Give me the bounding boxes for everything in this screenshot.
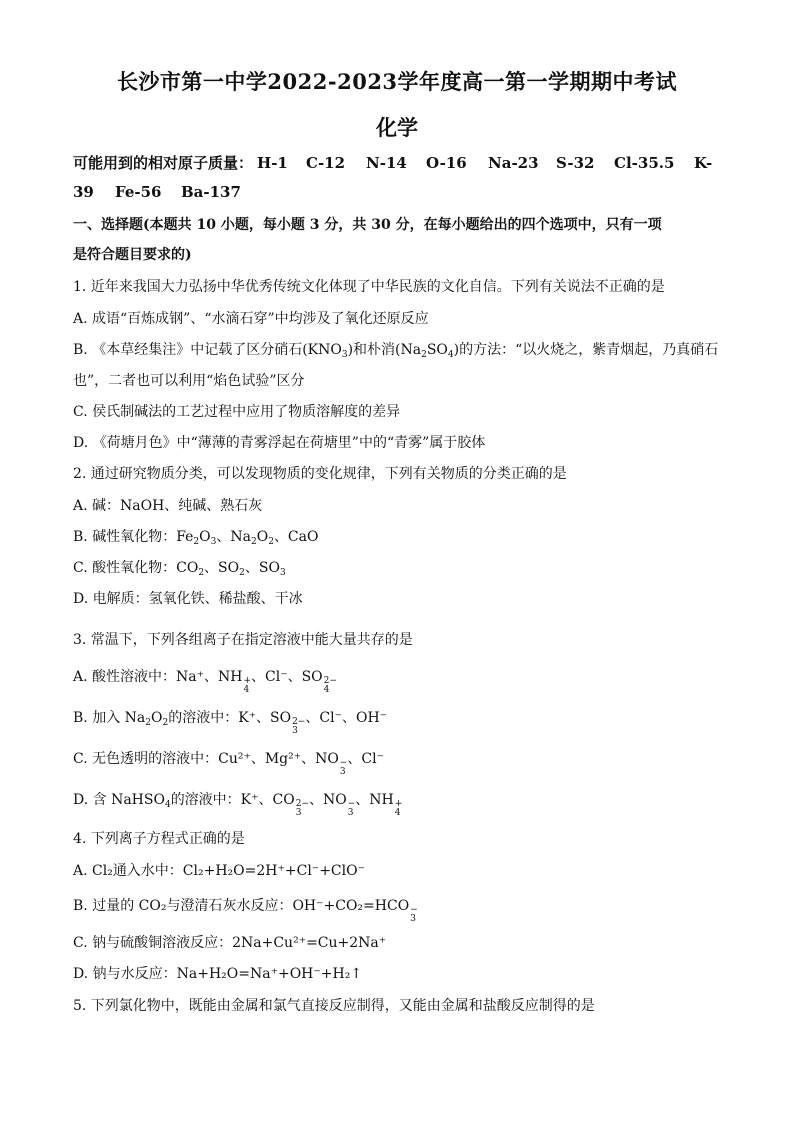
q1-b-text-1: B. 《本草经集注》中记载了区分硝石(KNO <box>73 342 342 358</box>
mass-na: Na-23 <box>488 154 539 172</box>
ion-charge: + <box>394 799 403 809</box>
q4-option-c: C. 钠与硫酸铜溶液反应：2Na+Cu²⁺=Cu+2Na⁺ <box>73 935 387 951</box>
q3-b-text-1: B. 加入 Na <box>73 710 146 726</box>
q3-c-text-1: C. 无色透明的溶液中：Cu²⁺、Mg²⁺、NO <box>73 751 339 767</box>
q3-d-ion-nh4 <box>395 800 403 818</box>
mass-fe: Fe-56 <box>115 183 162 201</box>
mass-label: 可能用到的相对原子质量： <box>73 154 254 172</box>
q3-c-text-2: 、Cl⁻ <box>347 751 385 767</box>
q4-option-b <box>73 895 418 924</box>
ion-sub: 4 <box>323 685 330 695</box>
atomic-mass-row-1 <box>73 152 712 173</box>
q1-b-sub-2: 2 <box>421 350 427 360</box>
q2-b-sub-1: 2 <box>193 537 200 547</box>
q2-b-sub-4: 2 <box>268 537 274 547</box>
q2-option-c <box>73 557 286 578</box>
q2-option-a: A. 碱：NaOH、纯碱、熟石灰 <box>73 498 263 514</box>
q5-stem: 5. 下列氯化物中，既能由金属和氯气直接反应制得，又能由金属和盐酸反应制得的是 <box>73 998 595 1014</box>
q3-stem: 3. 常温下，下列各组离子在指定溶液中能大量共存的是 <box>73 632 413 648</box>
q1-b-text-2: )和朴消(Na <box>347 342 422 358</box>
q3-option-a <box>73 666 337 695</box>
q3-d-text-3: 、NO <box>309 792 347 808</box>
q1-option-b-line-2: 也”，二者也可以利用“焰色试验”区分 <box>73 373 305 389</box>
q3-b-ion-so3 <box>292 718 305 736</box>
ion-sub: 3 <box>292 726 298 736</box>
q2-c-text-3: 、SO <box>244 560 280 576</box>
q2-b-text-2: O <box>199 529 211 545</box>
q2-b-text-4: O <box>256 529 269 545</box>
ion-sub: 3 <box>295 808 302 818</box>
q3-d-text-4: 、NH <box>355 792 394 808</box>
mass-ba: Ba-137 <box>181 183 241 201</box>
exam-title: 长沙市第一中学2022-2023学年度高一第一学期期中考试 <box>116 69 678 94</box>
ion-charge: 2− <box>295 799 310 809</box>
q2-c-sub-2: 2 <box>239 568 245 578</box>
ion-charge: 2− <box>323 676 337 686</box>
mass-o: O-16 <box>426 154 467 172</box>
q3-d-ion-co3 <box>296 800 309 818</box>
q3-a-ion-nh4 <box>243 677 251 695</box>
q3-d-text-2: 的溶液中：K⁺、CO <box>170 792 295 808</box>
q1-option-d: D. 《荷塘月色》中“薄薄的青雾浮起在荷塘里”中的“青雾”属于胶体 <box>73 435 486 451</box>
q3-a-text-2: 、Cl⁻、SO <box>251 669 323 685</box>
q2-stem: 2. 通过研究物质分类，可以发现物质的变化规律，下列有关物质的分类正确的是 <box>73 466 567 482</box>
q3-a-text-1: A. 酸性溶液中：Na⁺、NH <box>73 669 243 685</box>
q1-option-b-line-1 <box>73 339 718 360</box>
q2-c-text-2: 、SO <box>204 560 240 576</box>
q2-b-text-3: 、Na <box>216 529 251 545</box>
mass-k: K- <box>694 154 713 172</box>
ion-sub: 3 <box>410 914 416 924</box>
q3-b-text-3: 的溶液中：K⁺、SO <box>168 710 292 726</box>
q2-b-text-1: B. 碱性氧化物：Fe <box>73 529 194 545</box>
mass-c: C-12 <box>306 154 346 172</box>
q4-b-text-1: B. 过量的 CO₂与澄清石灰水反应：OH⁻+CO₂=HCO <box>73 898 410 914</box>
q3-option-b <box>73 707 387 736</box>
q3-b-sub-2: 2 <box>162 718 169 728</box>
mass-n: N-14 <box>366 154 407 172</box>
q4-stem: 4. 下列离子方程式正确的是 <box>73 831 245 847</box>
q2-c-sub-3: 3 <box>279 568 286 578</box>
ion-charge: 2− <box>292 717 306 727</box>
q2-c-text-1: C. 酸性氧化物：CO <box>73 560 199 576</box>
q2-c-sub-1: 2 <box>198 568 205 578</box>
ion-sub: 3 <box>347 808 354 818</box>
q1-b-sub-3: 3 <box>341 350 348 360</box>
q1-b-text-4: )的方法：“以火烧之，紫青烟起，乃真硝石 <box>453 342 719 358</box>
subject-title: 化学 <box>376 115 418 140</box>
q2-b-text-5: 、CaO <box>273 529 319 545</box>
ion-charge: + <box>243 676 252 686</box>
q1-option-a: A. 成语“百炼成钢”、“水滴石穿”中均涉及了氧化还原反应 <box>73 311 429 327</box>
q3-d-text-1: D. 含 NaHSO <box>73 792 165 808</box>
q4-option-d: D. 钠与水反应：Na+H₂O=Na⁺+OH⁻+H₂↑ <box>73 966 363 982</box>
q4-b-ion-hco3 <box>410 906 418 924</box>
q2-b-sub-2: 3 <box>210 537 217 547</box>
q4-option-a: A. Cl₂通入水中：Cl₂+H₂O=2H⁺+Cl⁻+ClO⁻ <box>73 863 365 879</box>
ion-charge: − <box>339 758 348 768</box>
q1-option-c: C. 侯氏制碱法的工艺过程中应用了物质溶解度的差异 <box>73 404 401 420</box>
q3-b-text-2: O <box>150 710 163 726</box>
ion-sub: 3 <box>339 767 346 777</box>
mass-s: S-32 <box>556 154 595 172</box>
mass-cl: Cl-35.5 <box>614 154 675 172</box>
q1-b-text-3: SO <box>426 342 448 358</box>
q3-a-ion-so4 <box>324 677 337 695</box>
q2-option-b <box>73 526 318 547</box>
q3-b-sub-1: 2 <box>145 718 151 728</box>
ion-sub: 4 <box>243 685 250 695</box>
section-1-header-line-1: 一、选择题(本题共 10 小题，每小题 3 分，共 30 分，在每小题给出的四个选项中，只有一项 <box>73 217 662 233</box>
atomic-mass-row-2 <box>73 183 241 201</box>
section-1-header-line-2: 是符合题目要求的) <box>73 247 192 263</box>
q1-stem: 1. 近年来我国大力弘扬中华优秀传统文化体现了中华民族的文化自信。下列有关说法不正确的是 <box>73 279 665 295</box>
ion-sub: 4 <box>394 808 401 818</box>
q2-option-d: D. 电解质：氢氧化铁、稀盐酸、干冰 <box>73 591 303 607</box>
q1-b-sub-4: 4 <box>447 350 454 360</box>
q3-b-text-4: 、Cl⁻、OH⁻ <box>305 710 388 726</box>
mass-k-cont: 39 <box>73 183 94 201</box>
q3-d-sub-1: 4 <box>164 800 171 810</box>
q2-b-sub-3: 2 <box>250 537 257 547</box>
q3-option-c <box>73 748 384 777</box>
q3-option-d <box>73 789 402 818</box>
mass-h: H-1 <box>257 154 288 172</box>
ion-charge: − <box>347 799 356 809</box>
ion-charge: − <box>410 905 418 915</box>
